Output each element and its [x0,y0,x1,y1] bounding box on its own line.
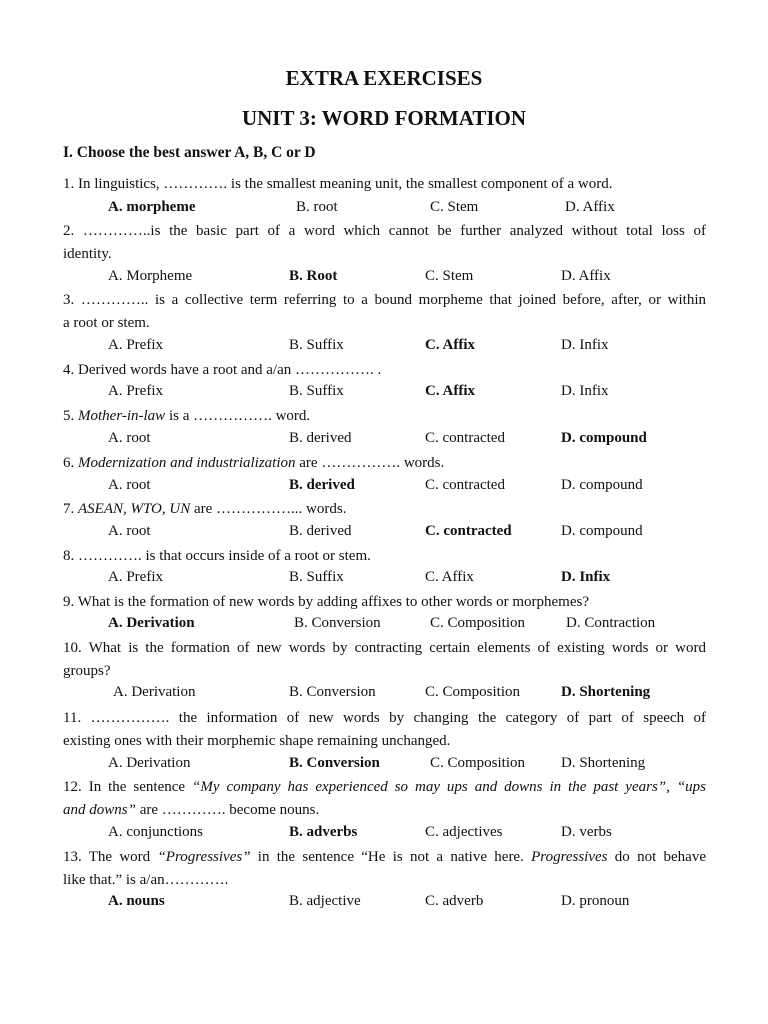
question-10-options [0,684,768,704]
option-b: B. Conversion [294,615,381,631]
option-d: D. Affix [561,268,611,284]
question-text: are ……………... words. [190,501,347,517]
option-a: A. root [108,523,151,539]
question-11-options [0,755,768,775]
option-b: B. Suffix [289,383,344,399]
question-6-stem [63,452,706,475]
option-d: D. compound [561,523,643,539]
option-c: C. Stem [430,199,479,215]
question-italic-term: Mother-in-law [78,408,166,424]
option-c: C. adverb [425,893,484,909]
option-b: B. Conversion [289,755,380,771]
option-c: C. Stem [425,268,474,284]
option-a: A. morpheme [108,199,196,215]
question-text: 12. In the sentence [63,779,192,795]
question-quote: “My company has experienced so may ups and downs in the past years”, “ups [192,779,706,795]
question-11-stem [63,707,706,753]
question-text: 1. In linguistics, …………. is the smallest meaning unit, the smallest component of a word. [63,176,613,192]
option-d: D. Shortening [561,684,651,700]
question-13-options [0,893,768,913]
option-b: B. derived [289,523,352,539]
option-d: D. verbs [561,824,612,840]
question-5-stem [63,405,706,428]
question-text-line-1 [63,776,706,799]
question-13-stem [63,846,706,892]
question-text: is a ……………. word. [165,408,311,424]
option-b: B. Root [289,268,338,284]
option-b: B. Suffix [289,569,344,585]
option-a: A. root [108,477,151,493]
option-a: A. Morpheme [108,268,193,284]
question-text-line-2: like that.” is a/an…………. [63,872,229,888]
option-d: D. compound [561,430,647,446]
question-text: 4. Derived words have a root and a/an ……………. . [63,362,382,378]
option-d: D. Infix [561,337,609,353]
question-9-stem [63,591,706,614]
question-7-options [0,523,768,543]
question-text: do not behave [607,849,706,865]
question-12-options [0,824,768,844]
option-b: B. Suffix [289,337,344,353]
question-text: are ……………. words. [295,455,445,471]
question-number: 6. [63,455,78,471]
question-text-line-1 [63,846,706,869]
question-5-options [0,430,768,450]
question-text-line-1: 2. …………..is the basic part of a word which cannot be further analyzed without total loss of [63,223,706,239]
option-b: B. root [296,199,338,215]
question-8-stem [63,545,706,568]
question-quote: “Progressives” [157,849,251,865]
question-text-line-2: groups? [63,663,111,679]
question-1-options [0,199,768,219]
question-text: 9. What is the formation of new words by adding affixes to other words or morphemes? [63,594,589,610]
option-a: A. Derivation [108,755,191,771]
question-2-options [0,268,768,288]
option-b: B. Conversion [289,684,376,700]
question-text-line-1: 10. What is the formation of new words by contracting certain elements of existing words or word [63,640,706,656]
question-text: are …………. become nouns. [135,802,320,818]
question-text: 8. …………. is that occurs inside of a root or stem. [63,548,371,564]
question-quote-end: and downs” [63,802,136,818]
question-1-stem [63,173,706,196]
question-italic-term: ASEAN, WTO, UN [78,501,191,517]
question-4-options [0,383,768,403]
option-d: D. Contraction [566,615,656,631]
question-6-options [0,477,768,497]
option-a: A. Derivation [113,684,196,700]
option-c: C. Affix [425,383,475,399]
question-italic-term: Modernization and industrialization [78,455,296,471]
question-12-stem [63,776,706,822]
question-text-line-1: 11. ……………. the information of new words by changing the category of part of speech of [63,710,706,726]
option-c: C. contracted [425,523,512,539]
question-text-line-2 [63,802,319,818]
question-text-line-2: existing ones with their morphemic shape remaining unchanged. [63,733,451,749]
document-title: EXTRA EXERCISES [285,66,483,90]
option-c: C. Affix [425,569,474,585]
option-d: D. Affix [565,199,615,215]
option-d: D. Shortening [561,755,646,771]
question-8-options [0,569,768,589]
question-9-options [0,615,768,635]
option-c: C. Composition [430,615,526,631]
question-3-stem [63,289,706,335]
question-text: 13. The word [63,849,158,865]
option-a: A. root [108,430,151,446]
option-c: C. Composition [425,684,521,700]
question-text: in the sentence “He is not a native here. [250,849,532,865]
option-c: C. contracted [425,430,505,446]
option-d: D. compound [561,477,643,493]
question-italic-word: Progressives [531,849,608,865]
option-b: B. adjective [289,893,361,909]
question-10-stem [63,637,706,683]
option-a: A. nouns [108,893,165,909]
question-3-options [0,337,768,357]
question-number: 7. [63,501,78,517]
option-c: C. adjectives [425,824,503,840]
option-a: A. Prefix [108,383,163,399]
option-c: C. contracted [425,477,505,493]
question-7-stem [63,498,706,521]
option-d: D. Infix [561,569,611,585]
question-2-stem [63,220,706,266]
option-b: B. derived [289,430,352,446]
unit-title: UNIT 3: WORD FORMATION [241,106,527,130]
option-c: C. Affix [425,337,475,353]
option-a: A. Prefix [108,337,163,353]
question-text-line-1: 3. ………….. is a collective term referring to a bound morpheme that joined before, after, or within [63,292,706,308]
option-a: A. Derivation [108,615,195,631]
option-c: C. Composition [430,755,526,771]
section-heading: I. Choose the best answer A, B, C or D [63,144,316,161]
option-a: A. Prefix [108,569,163,585]
option-d: D. Infix [561,383,609,399]
question-4-stem [63,359,706,382]
option-b: B. derived [289,477,355,493]
question-text-line-2: identity. [63,246,112,262]
option-d: D. pronoun [561,893,630,909]
question-number: 5. [63,408,78,424]
option-a: A. conjunctions [108,824,203,840]
question-text-line-2: a root or stem. [63,315,150,331]
option-b: B. adverbs [289,824,358,840]
